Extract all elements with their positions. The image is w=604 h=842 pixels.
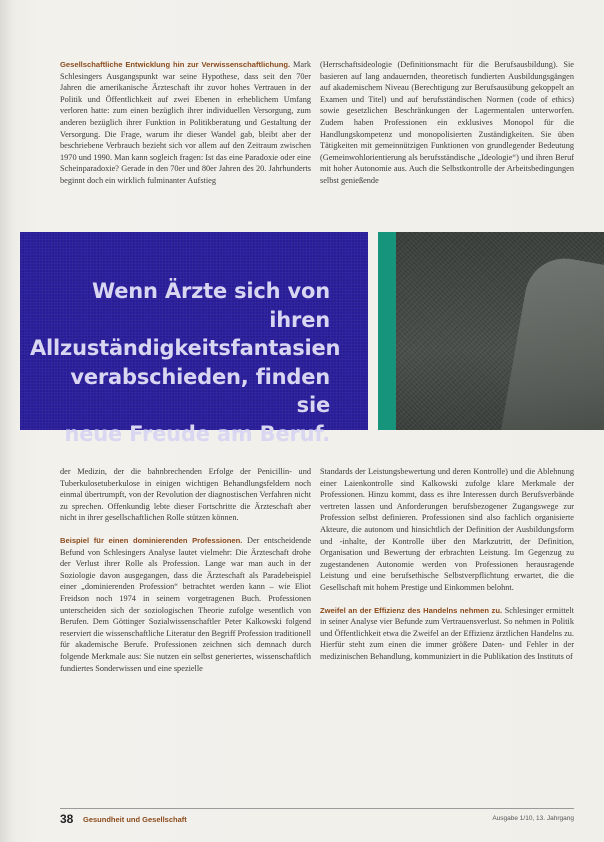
page-number: 38 [60, 812, 74, 826]
paragraph-text: (Herrschaftsideologie (Definitionsmacht für die Berufsausbildung). Sie basieren auf lang andauernden, theoretisch fundierten Ausbildungsgängen auf akademischem Niveau (Berechtigung zur Berufsausübung gekoppelt an Examen und Titel) und auf berufsständischen Normen (code of ethics) sowie gesetzlichen Beschränkungen der Lagermentalen unterworfen. Zudem haben Professionen ein exklusives Monopol für die Handlungskompetenz und monopolisierten Zuständigkeiten. Sie üben Tätigkeiten mit gemeinnützigen Funktionen von grundlegender Bedeutung (Gemeinwohlorientierung als berufsständische „Ideologie“) und ihren Beruf mit hoher Autonomie aus. Auch die Selbstkontrolle der Arbeitsbedingungen selbst genießende [320, 60, 574, 185]
column-top-right [320, 59, 574, 187]
photo [378, 232, 604, 430]
paragraph-text: Standards der Leistungsbewertung und deren Kontrolle) und die Ablehnung einer Laienkontrolle sind Kalkowski zufolge klare Merkmale der Professionen. Hinzu kommt, dass es ihre Interessen durch Berufsverbände vertreten lassen und Anforderungen berufsbezogener Zugangswege zur Profession selbst definieren. Professionen sind also fachlich organisierte Akteure, die autonom und hinsichtlich der Definition der Ausbildungsform und -inhalte, der Kontrolle über den Markzutritt, der Definition, Organisation und Bewertung der erbrachten Leistung. Im Gegenzug zu zugestandenen Autonomie werden von Professionen herausragende Leistung und eine berufsethische Selbstverpflichtung erwartet, die die Gesellschaft mit hohem Prestige und Einkommen belohnt. [320, 467, 574, 592]
footer-rule [60, 808, 574, 809]
paragraph-text: Mark Schlesingers Ausgangspunkt war seine Hypothese, dass seit den 70er Jahren die amerikanische Ärzteschaft ihr zuvor hohes Vertrauen in der Politik und Öffentlichkeit auf zwei Ebenen in erheblichem Umfang verloren hatte: zum einen bezüglich ihrer individuellen Versorgung, zum anderen bezüglich ihrer Funktion in Politikberatung und Gestaltung der Versorgung. Die Frage, warum ihr dieser Wandel gab, bleibt aber der beschriebene Verbrauch bezieht sich vor allem auf den Zeitraum zwischen 1970 und 1990. Man kann sogleich fragen: Ist das eine Paradoxie oder eine Scheinparadoxie? Gerade in den 70er und 80er Jahren des 20. Jahrhunderts beginnt doch ein wirklich fulminanter Aufstieg [60, 60, 311, 185]
subheading: Gesellschaftliche Entwicklung hin zur Verwissenschaftlichung. [60, 60, 291, 69]
page-footer [0, 808, 604, 828]
paragraph-text: Der entscheidende Befund von Schlesingers Analyse lautet vielmehr: Die Ärzteschaft drohe der Verlust ihrer Rolle als Profession. Lange war man auch in der Soziologie davon ausgegangen, dass die Ärzteschaft als Paradebeispiel einer „dominierenden Profession“ betrachtet werden kann – wie Eliot Freidson noch 1974 in seinem vorgetragenen Buch. Professionen unterscheiden sich der soziologischen Theorie zufolge wesentlich von Berufen. Dem Göttinger Sozialwissenschaftler Peter Kalkowski folgend reserviert die wissenschaftliche Literatur den Begriff Profession traditionell für akademische Berufe. Professionen zeichnen sich demnach durch folgende Merkmale aus: Sie nutzen ein selbst generiertes, wissenschaftlich fundiertes Sonderwissen und eine spezielle [60, 535, 311, 673]
subheading: Beispiel für einen dominierenden Professionen. [60, 535, 243, 545]
subheading: Zweifel an der Effizienz des Handelns nehmen zu. [320, 605, 503, 615]
journal-title: Gesundheit und Gesellschaft [83, 815, 187, 824]
paragraph-text: der Medizin, der die bahnbrechenden Erfolge der Penicillin- und Tuberkulosetuberkulose in einigen wichtigen Behandlungsfeldern noch einmal übertrumpft, von der Revolution der diagnostischen Verfahren nicht zu sprechen. Offenkundig lebte dieser Fortschritte die Ärzteschaft aber nicht in ihrer gesellschaftlichen Rolle stützen können. [60, 467, 311, 523]
issue-info: Ausgabe 1/10, 13. Jahrgang [492, 815, 574, 822]
paragraph [60, 59, 311, 187]
paragraph [60, 535, 311, 674]
pull-quote-line: Wenn Ärzte sich von ihren [92, 279, 330, 332]
pull-quote [30, 277, 341, 448]
photo-green-strip [378, 232, 396, 430]
column-bottom-right [320, 466, 574, 663]
pull-quote-line: Allzuständigkeitsfantasien [30, 336, 341, 360]
pull-quote-line: verabschieden, finden sie [70, 364, 330, 417]
paragraph [320, 605, 574, 663]
column-bottom-left [60, 466, 311, 674]
pull-quote-line: neue Freude am Beruf. [64, 421, 330, 446]
paragraph-text: Schlesinger ermittelt in seiner Analyse vier Befunde zum Vertrauensverlust. So nehmen in Politik und Öffentlichkeit etwa die Zweifel an der Effizienz ärztlichen Handelns zu. Hierfür steht zum einen die immer größere Daten- und Fehler in der medizinischen Behandlung, kommuniziert in die Publikation des Instituts of [320, 605, 574, 661]
pull-quote-box [20, 232, 368, 446]
column-top-left [60, 59, 311, 187]
